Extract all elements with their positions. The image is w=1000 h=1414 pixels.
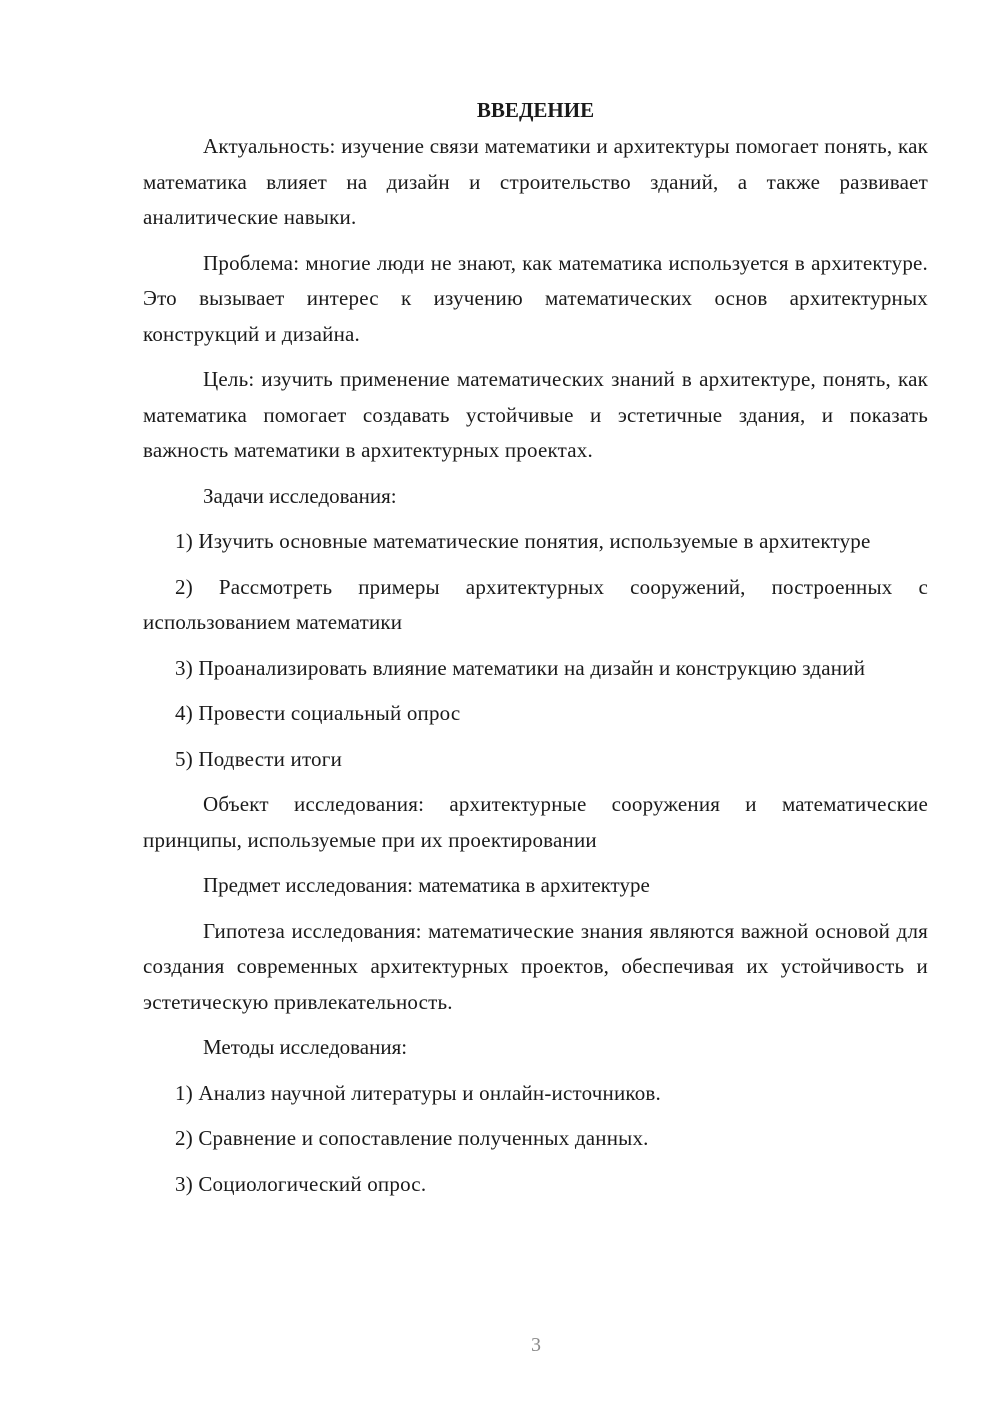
goal-paragraph: Цель: изучить применение математических знаний в архитектуре, понять, как математика помогает создавать устойчивые и эстетичные здания, и показать важность математики в архитектурных проектах.: [143, 367, 928, 462]
subject-paragraph: Предмет исследования: математика в архитектуре: [203, 873, 650, 897]
page-content: [143, 93, 928, 1212]
tasks-heading: Задачи исследования:: [203, 483, 397, 508]
page-title: ВВЕДЕНИЕ: [476, 98, 595, 122]
method-item: 1) Анализ научной литературы и онлайн-источников.: [175, 1080, 662, 1105]
relevance-paragraph: Актуальность: изучение связи математики и архитектуры помогает понять, как математика влияет на дизайн и строительство зданий, а также развивает аналитические навыки.: [143, 134, 928, 229]
task-item: 3) Проанализировать влияние математики на дизайн и конструкцию зданий: [175, 655, 866, 680]
page-number: 3: [531, 1334, 541, 1356]
task-item: 1) Изучить основные математические понятия, используемые в архитектуре: [175, 529, 871, 553]
object-paragraph: Объект исследования: архитектурные сооружения и математические принципы, используемые при их проектировании: [143, 792, 928, 852]
problem-paragraph: Проблема: многие люди не знают, как математика используется в архитектуре. Это вызывает интерес к изучению математических основ архитектурных конструкций и дизайна.: [143, 250, 928, 346]
task-item: 5) Подвести итоги: [175, 746, 343, 771]
method-item: 2) Сравнение и сопоставление полученных данных.: [175, 1126, 649, 1150]
hypothesis-paragraph: Гипотеза исследования: математические знания являются важной основой для создания современных архитектурных проектов, обеспечивая их устойчивость и эстетическую привлекательность.: [143, 918, 928, 1014]
task-item: 2) Рассмотреть примеры архитектурных сооружений, построенных с использованием математики: [143, 574, 928, 634]
task-item: 4) Провести социальный опрос: [175, 701, 461, 725]
methods-heading: Методы исследования:: [203, 1035, 408, 1059]
method-item: 3) Социологический опрос.: [175, 1171, 427, 1196]
